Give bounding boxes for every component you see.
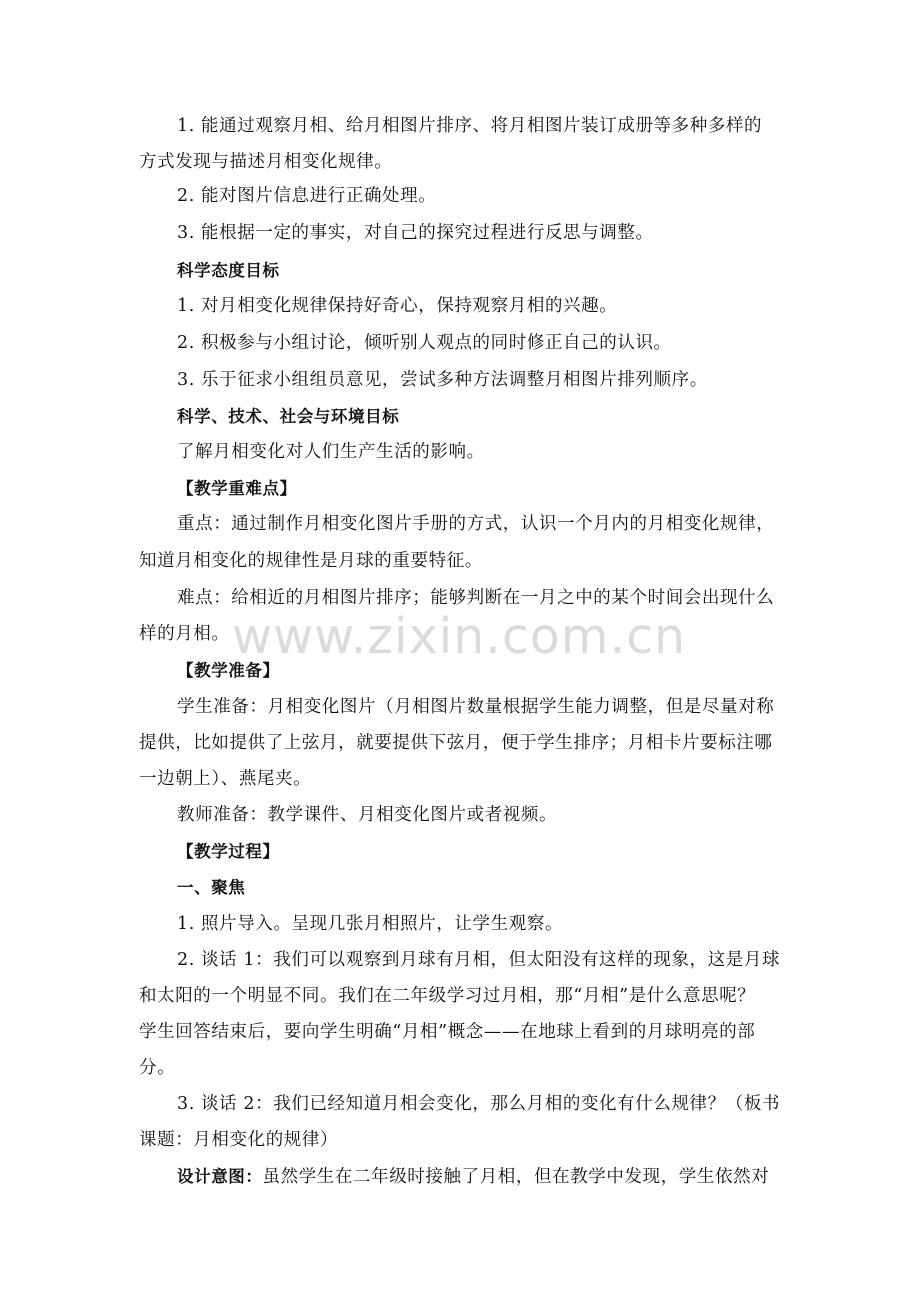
text-line: 3. 乐于征求小组组员意见，尝试多种方法调整月相图片排列顺序。 xyxy=(177,370,708,390)
section-heading: 一、聚焦 xyxy=(177,878,246,897)
text-line: 和太阳的一个明显不同。我们在二年级学习过月相，那“月相”是什么意思呢？ xyxy=(139,986,756,1006)
text-line: 1. 照片导入。呈现几张月相照片，让学生观察。 xyxy=(177,914,564,934)
text-line: 方式发现与描述月相变化规律。 xyxy=(139,152,393,172)
watermark: www.zixin.com.cn xyxy=(232,608,687,665)
text-line: 一边朝上）、燕尾夹。 xyxy=(139,769,312,789)
text-line: 1. 对月相变化规律保持好奇心，保持观察月相的兴趣。 xyxy=(177,296,618,316)
text-line: 课题：月相变化的规律） xyxy=(139,1130,339,1150)
section-heading: 科学态度目标 xyxy=(177,261,280,280)
text-line: 学生准备：月相变化图片（月相图片数量根据学生能力调整，但是尽量对称 xyxy=(177,697,775,717)
text-line: 1. 能通过观察月相、给月相图片排序、将月相图片装订成册等多种多样的 xyxy=(177,116,763,136)
text-line: 样的月相。 xyxy=(139,624,230,644)
text-line: 3. 谈话 2：我们已经知道月相会变化，那么月相的变化有什么规律？（板书 xyxy=(177,1094,781,1114)
text-line: 2. 谈话 1：我们可以观察到月球有月相，但太阳没有这样的现象，这是月球 xyxy=(177,950,781,970)
text-line: 2. 积极参与小组讨论，倾听别人观点的同时修正自己的认识。 xyxy=(177,333,672,353)
text-line: 2. 能对图片信息进行正确处理。 xyxy=(177,186,437,206)
section-heading: 科学、技术、社会与环境目标 xyxy=(177,407,400,426)
text-line: 重点：通过制作月相变化图片手册的方式，认识一个月内的月相变化规律， xyxy=(177,514,775,534)
text-line: 难点：给相近的月相图片排序；能够判断在一月之中的某个时间会出现什么 xyxy=(177,588,775,608)
text-line: 教师准备：教学课件、月相变化图片或者视频。 xyxy=(177,805,558,825)
text-line: 了解月相变化对人们生产生活的影响。 xyxy=(177,442,485,462)
section-heading: 【教学准备】 xyxy=(177,661,280,680)
section-heading: 【教学重难点】 xyxy=(177,479,297,498)
section-heading: 【教学过程】 xyxy=(177,842,280,861)
text-line: 学生回答结束后，要向学生明确“月相”概念——在地球上看到的月球明亮的部 xyxy=(139,1022,756,1042)
text-line: 3. 能根据一定的事实，对自己的探究过程进行反思与调整。 xyxy=(177,223,654,243)
text-line: 提供，比如提供了上弦月，就要提供下弦月，便于学生排序；月相卡片要标注哪 xyxy=(139,733,773,753)
text-line: 虽然学生在二年级时接触了月相，但在教学中发现，学生依然对 xyxy=(262,1167,770,1187)
design-intent-line xyxy=(177,1165,769,1189)
text-line: 分。 xyxy=(139,1058,176,1078)
text-line: 知道月相变化的规律性是月球的重要特征。 xyxy=(139,551,483,571)
design-intent-label: 设计意图： xyxy=(177,1167,263,1186)
